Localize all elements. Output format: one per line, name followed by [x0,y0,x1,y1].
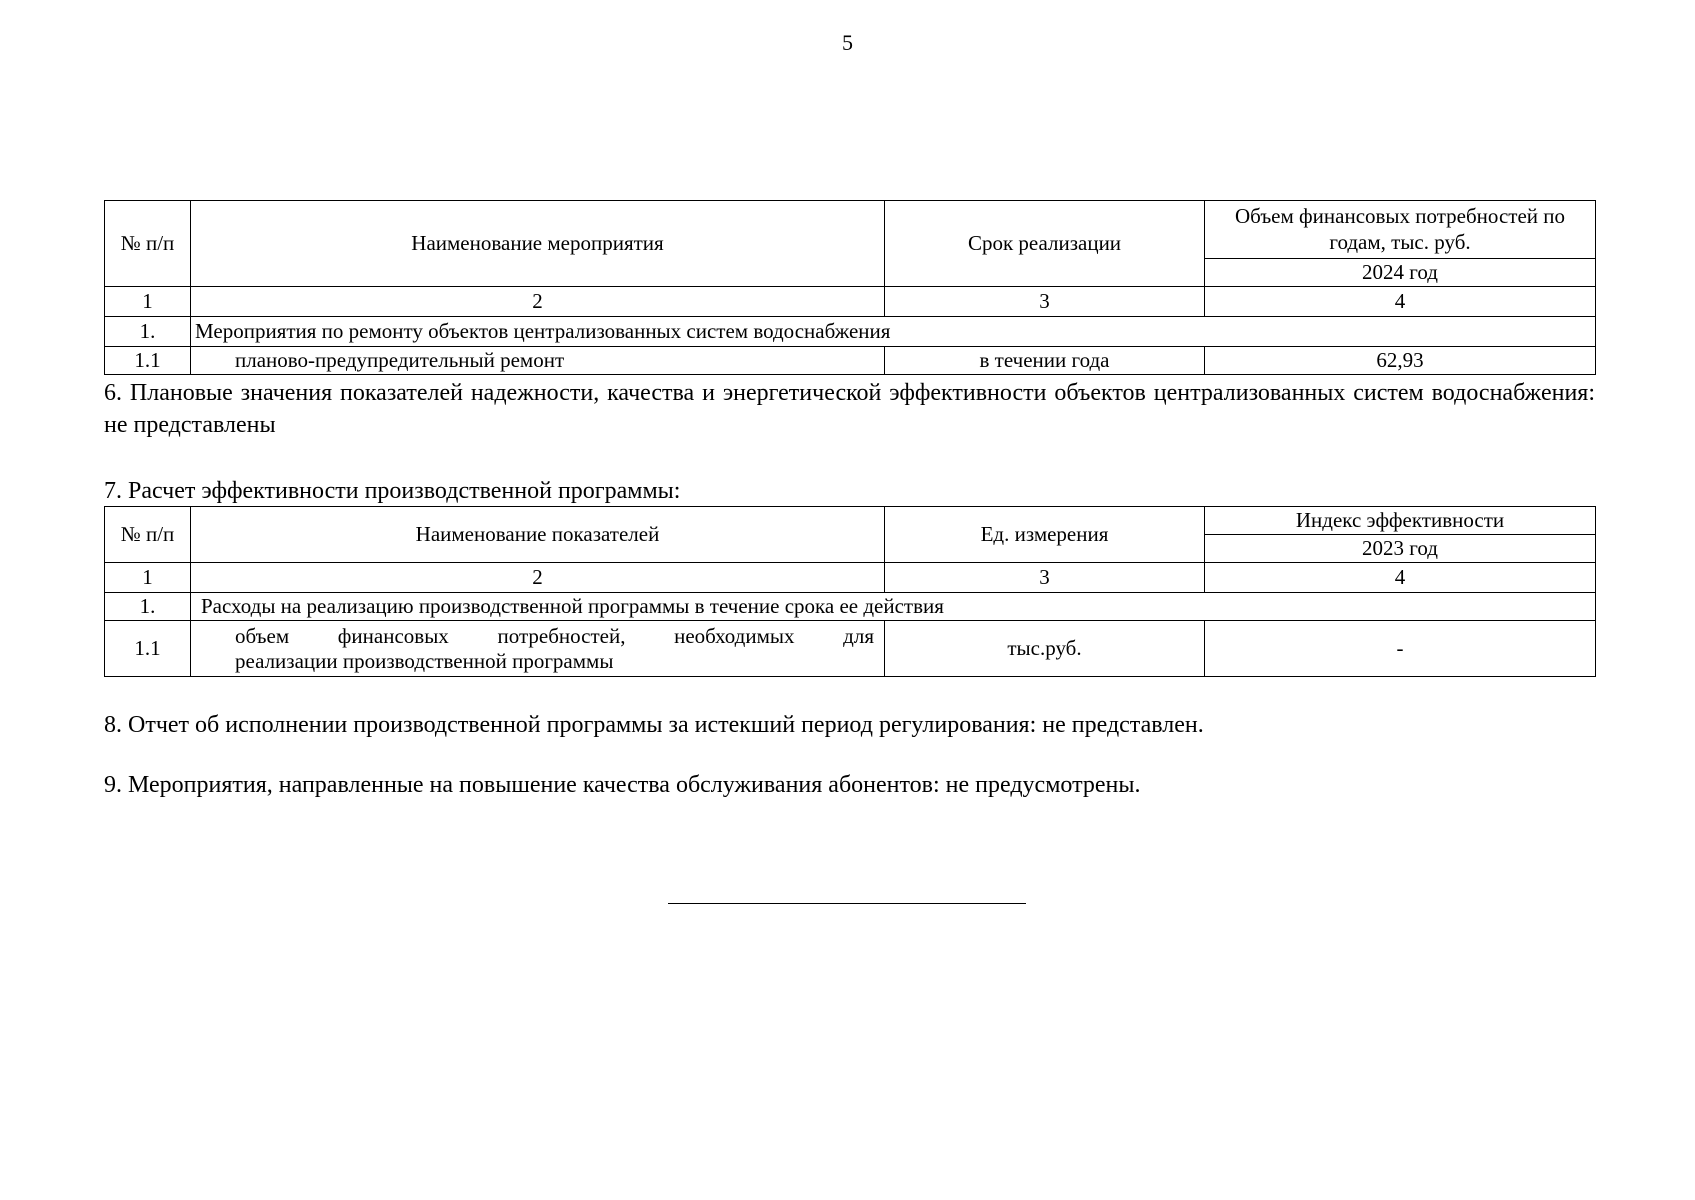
row-term: в течении года [885,347,1205,375]
row-indicator-name-line1: объем финансовых потребностей, необходимых для [235,624,874,649]
col-number: 1 [105,563,191,593]
row-value: - [1205,621,1596,677]
header-num: № п/п [105,507,191,563]
column-numbers-row [105,563,1596,593]
header-activity-name: Наименование мероприятия [191,201,885,287]
col-number: 4 [1205,287,1596,317]
header-unit: Ед. измерения [885,507,1205,563]
end-divider-line [668,903,1026,904]
col-number: 3 [885,287,1205,317]
section-row [105,317,1596,347]
row-value: 62,93 [1205,347,1596,375]
col-number: 3 [885,563,1205,593]
page-number: 5 [842,30,853,55]
row-unit: тыс.руб. [885,621,1205,677]
activities-table [104,200,1596,375]
header-efficiency-index: Индекс эффективности [1205,507,1596,535]
col-number: 1 [105,287,191,317]
table-row [105,347,1596,375]
row-indicator-name-line2: реализации производственной программы [235,648,614,673]
header-year: 2023 год [1205,535,1596,563]
paragraph-9: 9. Мероприятия, направленные на повышение качества обслуживания абонентов: не предусмотрены. [104,772,1141,798]
table-row [105,621,1596,677]
paragraph-8: 8. Отчет об исполнении производственной программы за истекший период регулирования: не представлен. [104,712,1204,738]
paragraph-6: 6. Плановые значения показателей надежности, качества и энергетической эффективности объектов централизованных систем водоснабжения: не представлены [104,380,1595,438]
section-title: Расходы на реализацию производственной программы в течение срока ее действия [191,593,1596,621]
paragraph-7-title: 7. Расчет эффективности производственной программы: [104,478,681,504]
efficiency-table [104,506,1596,677]
col-number: 4 [1205,563,1596,593]
section-num: 1. [105,593,191,621]
col-number: 2 [191,287,885,317]
header-finance: Объем финансовых потребностей по годам, тыс. руб. [1205,201,1596,259]
row-activity-name: планово-предупредительный ремонт [191,347,885,375]
section-row [105,593,1596,621]
row-num: 1.1 [105,347,191,375]
header-term: Срок реализации [885,201,1205,287]
header-num: № п/п [105,201,191,287]
row-num: 1.1 [105,621,191,677]
column-numbers-row [105,287,1596,317]
row-indicator-name [191,621,885,677]
section-num: 1. [105,317,191,347]
header-year: 2024 год [1205,259,1596,287]
section-title: Мероприятия по ремонту объектов централизованных систем водоснабжения [191,317,1596,347]
header-indicator-name: Наименование показателей [191,507,885,563]
col-number: 2 [191,563,885,593]
